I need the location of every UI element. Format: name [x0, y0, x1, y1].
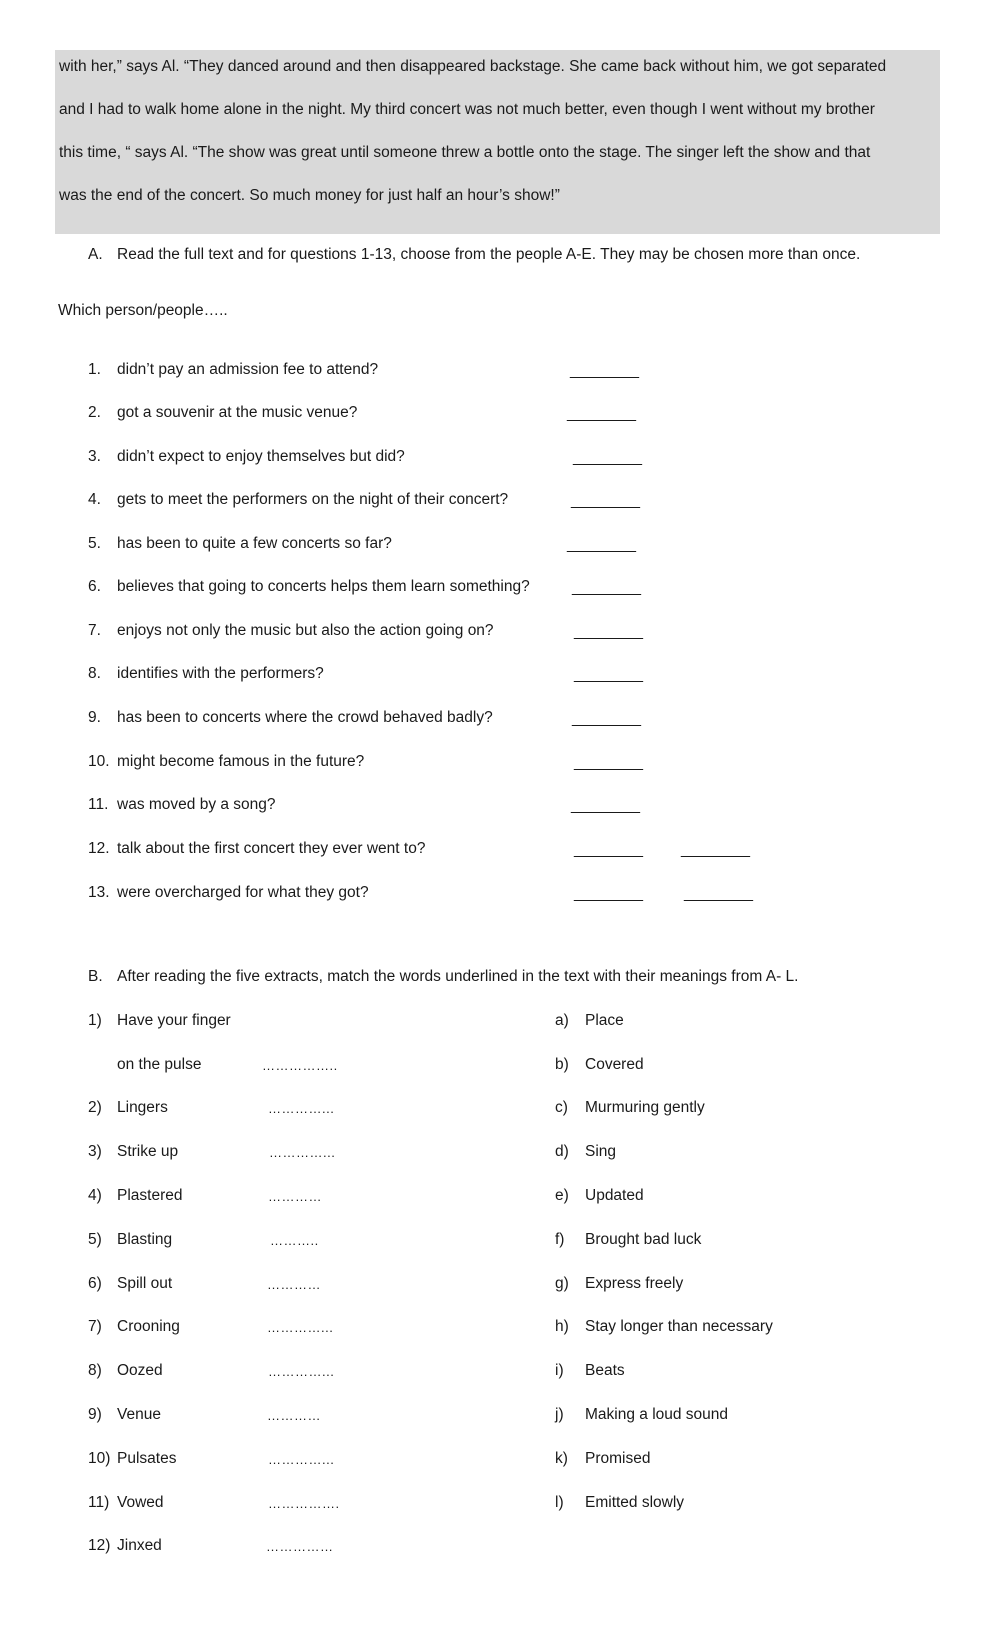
answer-dots[interactable]: …………: [267, 1277, 321, 1292]
section-b-marker: B.: [88, 968, 103, 985]
question-text: talk about the first concert they ever went to?: [117, 840, 426, 857]
question-number: 1.: [88, 361, 101, 378]
meaning-letter: l): [555, 1494, 564, 1511]
answer-dots[interactable]: …………: [268, 1189, 322, 1204]
meaning-text: Beats: [585, 1362, 625, 1379]
meaning-text: Murmuring gently: [585, 1099, 705, 1116]
question-number: 2.: [88, 404, 101, 421]
question-text: might become famous in the future?: [117, 753, 365, 770]
meaning-text: Express freely: [585, 1275, 684, 1292]
answer-blank[interactable]: ________: [574, 841, 643, 858]
extract-line: this time, “ says Al. “The show was great until someone threw a bottle onto the stage. The singer left the show and that: [59, 144, 871, 161]
underlined-word: Pulsates: [117, 1450, 177, 1467]
answer-dots[interactable]: …………...: [268, 1364, 335, 1379]
extract-line: with her,” says Al. “They danced around and then disappeared backstage. She came back without him, we got separated: [59, 58, 887, 75]
meaning-text: Updated: [585, 1187, 644, 1204]
answer-dots[interactable]: …………: [267, 1408, 321, 1423]
answer-dots[interactable]: ………..: [270, 1233, 319, 1248]
word-number: 9): [88, 1406, 102, 1423]
underlined-word: Oozed: [117, 1362, 163, 1379]
question-text: gets to meet the performers on the night of their concert?: [117, 491, 509, 508]
question-number: 6.: [88, 578, 101, 595]
meaning-letter: j): [555, 1406, 564, 1423]
word-number: 10): [88, 1450, 111, 1467]
question-number: 5.: [88, 535, 101, 552]
answer-blank[interactable]: ________: [574, 666, 643, 683]
meaning-text: Stay longer than necessary: [585, 1318, 773, 1335]
question-number: 3.: [88, 448, 101, 465]
question-text: didn’t expect to enjoy themselves but did?: [117, 448, 405, 465]
section-a-instruction: Read the full text and for questions 1-13, choose from the people A-E. They may be chosen more than once.: [117, 246, 861, 263]
meaning-letter: c): [555, 1099, 568, 1116]
question-text: identifies with the performers?: [117, 665, 324, 682]
question-text: has been to quite a few concerts so far?: [117, 535, 392, 552]
question-text: were overcharged for what they got?: [117, 884, 369, 901]
word-number: 8): [88, 1362, 102, 1379]
meaning-letter: f): [555, 1231, 565, 1248]
answer-blank[interactable]: ________: [567, 405, 636, 422]
meaning-letter: g): [555, 1275, 569, 1292]
answer-blank-second[interactable]: ________: [684, 885, 753, 902]
question-text: has been to concerts where the crowd behaved badly?: [117, 709, 493, 726]
question-number: 10.: [88, 753, 110, 770]
meaning-letter: a): [555, 1012, 569, 1029]
meaning-text: Making a loud sound: [585, 1406, 729, 1423]
underlined-word: Jinxed: [117, 1537, 162, 1554]
extract-line: and I had to walk home alone in the night. My third concert was not much better, even though I went without my brother: [59, 101, 875, 118]
question-text: enjoys not only the music but also the action going on?: [117, 622, 494, 639]
section-b-instruction: After reading the five extracts, match the words underlined in the text with their meanings from A- L.: [117, 968, 799, 985]
answer-blank[interactable]: ________: [567, 536, 636, 553]
question-number: 13.: [88, 884, 110, 901]
extract-line: was the end of the concert. So much money for just half an hour’s show!”: [59, 187, 560, 204]
question-number: 9.: [88, 709, 101, 726]
word-number: 7): [88, 1318, 102, 1335]
answer-blank[interactable]: ________: [574, 623, 643, 640]
meaning-text: Brought bad luck: [585, 1231, 702, 1248]
meaning-letter: k): [555, 1450, 568, 1467]
meaning-text: Place: [585, 1012, 624, 1029]
meaning-text: Sing: [585, 1143, 617, 1160]
meaning-text: Covered: [585, 1056, 644, 1073]
word-number: 3): [88, 1143, 102, 1160]
answer-dots[interactable]: ……………..: [262, 1058, 338, 1073]
answer-dots[interactable]: …………...: [268, 1452, 335, 1467]
word-number: 12): [88, 1537, 111, 1554]
underlined-word: Have your finger: [117, 1012, 231, 1029]
answer-blank[interactable]: ________: [570, 362, 639, 379]
question-text: got a souvenir at the music venue?: [117, 404, 358, 421]
text-extract: [55, 50, 940, 234]
question-number: 8.: [88, 665, 101, 682]
answer-blank[interactable]: ________: [571, 492, 640, 509]
underlined-word: Lingers: [117, 1099, 168, 1116]
answer-blank[interactable]: ________: [572, 579, 641, 596]
underlined-word: Blasting: [117, 1231, 173, 1248]
answer-dots[interactable]: …………….: [268, 1496, 340, 1511]
meaning-letter: i): [555, 1362, 564, 1379]
answer-dots[interactable]: …………...: [269, 1145, 336, 1160]
question-text: didn’t pay an admission fee to attend?: [117, 361, 379, 378]
meaning-letter: d): [555, 1143, 569, 1160]
word-number: 5): [88, 1231, 102, 1248]
question-text: was moved by a song?: [117, 796, 276, 813]
meaning-text: Promised: [585, 1450, 651, 1467]
question-number: 11.: [88, 796, 109, 813]
answer-blank[interactable]: ________: [574, 754, 643, 771]
answer-dots[interactable]: …………...: [268, 1101, 335, 1116]
question-text: believes that going to concerts helps them learn something?: [117, 578, 530, 595]
answer-blank[interactable]: ________: [574, 885, 643, 902]
word-number: 2): [88, 1099, 102, 1116]
question-number: 7.: [88, 622, 101, 639]
underlined-word-continued: on the pulse: [117, 1056, 202, 1073]
meaning-text: Emitted slowly: [585, 1494, 685, 1511]
underlined-word: Strike up: [117, 1143, 179, 1160]
answer-dots[interactable]: …………...: [267, 1320, 334, 1335]
underlined-word: Venue: [117, 1406, 161, 1423]
which-person-prompt: Which person/people…..: [58, 302, 228, 319]
word-number: 4): [88, 1187, 102, 1204]
word-number: 11): [88, 1494, 110, 1511]
word-number: 1): [88, 1012, 102, 1029]
meaning-letter: h): [555, 1318, 569, 1335]
answer-dots[interactable]: ……………: [266, 1539, 334, 1554]
answer-blank[interactable]: ________: [571, 797, 640, 814]
section-a-marker: A.: [88, 246, 103, 263]
question-number: 4.: [88, 491, 101, 508]
underlined-word: Vowed: [117, 1494, 164, 1511]
answer-blank-second[interactable]: ________: [681, 841, 750, 858]
underlined-word: Crooning: [117, 1318, 180, 1335]
underlined-word: Plastered: [117, 1187, 183, 1204]
answer-blank[interactable]: ________: [572, 710, 641, 727]
meaning-letter: b): [555, 1056, 569, 1073]
meaning-letter: e): [555, 1187, 569, 1204]
word-number: 6): [88, 1275, 102, 1292]
underlined-word: Spill out: [117, 1275, 173, 1292]
answer-blank[interactable]: ________: [573, 449, 642, 466]
question-number: 12.: [88, 840, 110, 857]
